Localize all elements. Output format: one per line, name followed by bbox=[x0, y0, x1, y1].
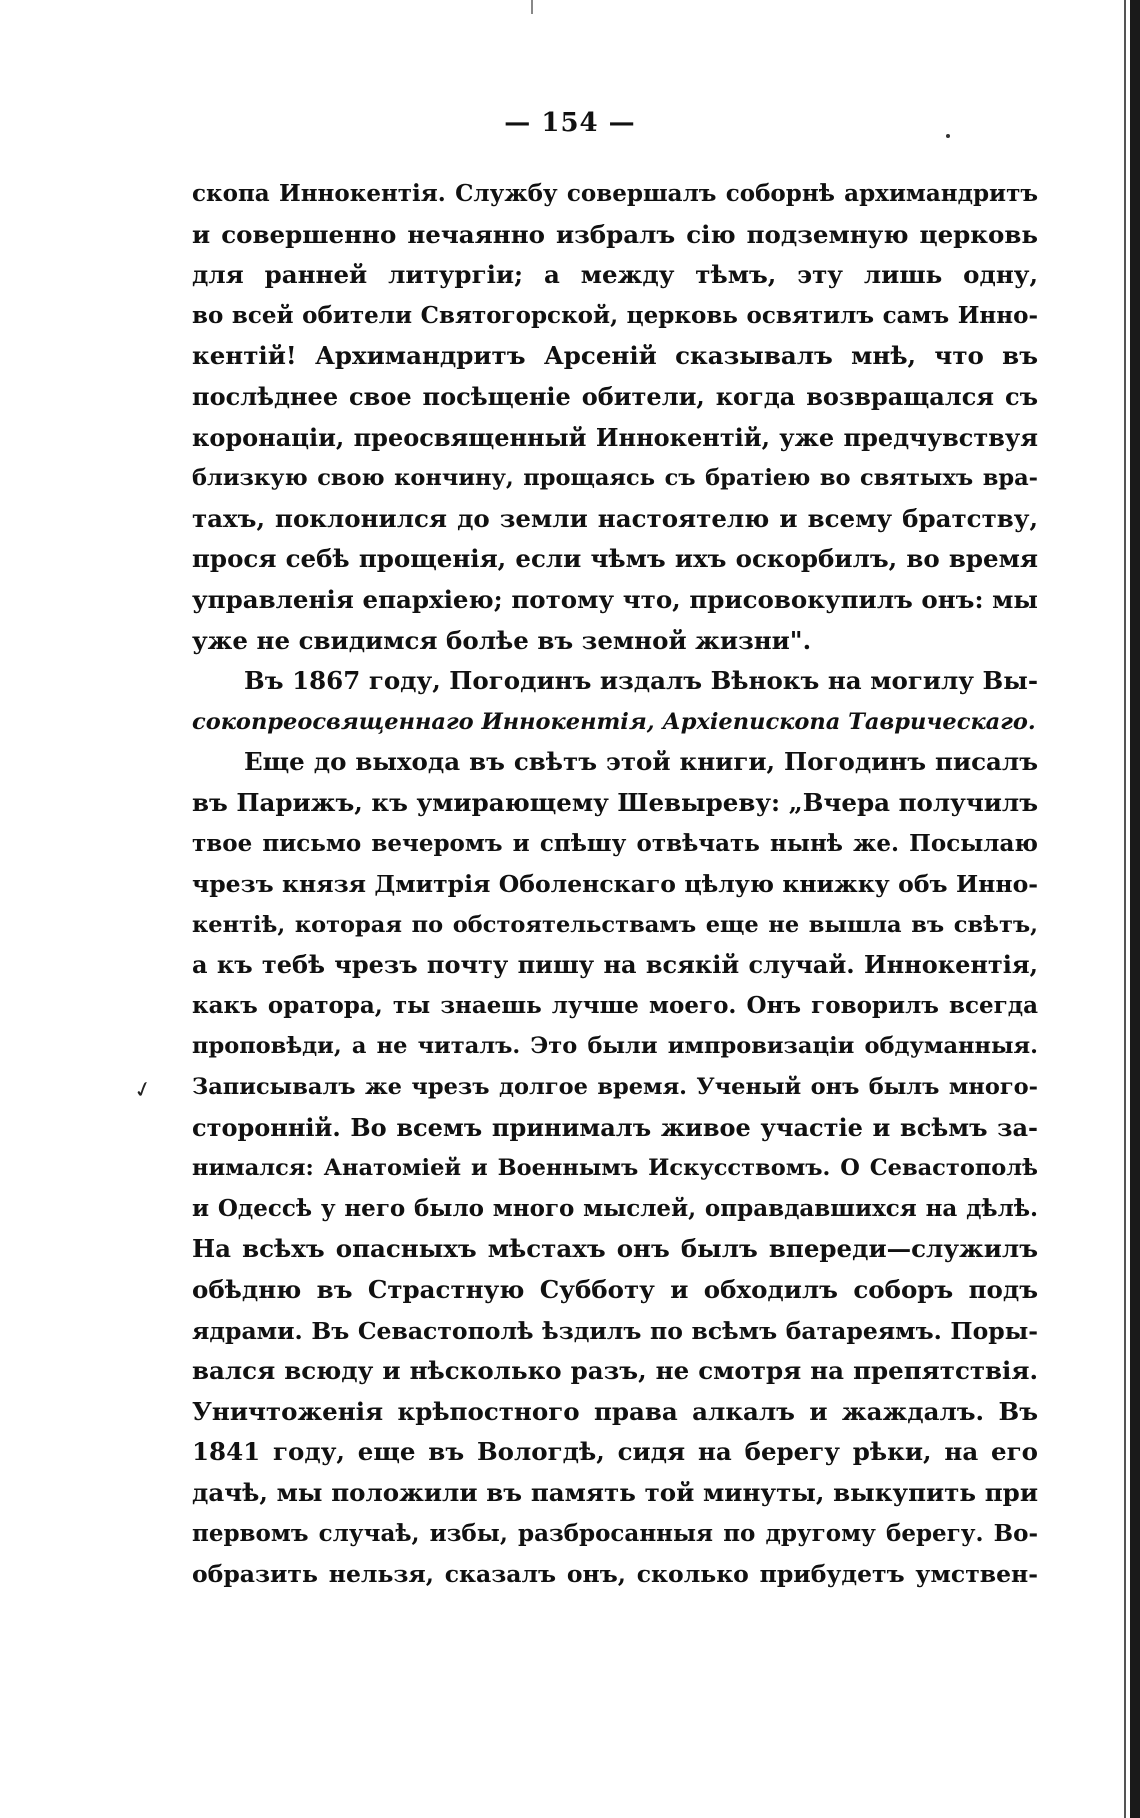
text-line: первомъ случаѣ, избы, разбросанныя по другому берегу. Во- bbox=[192, 1519, 1038, 1547]
text-line: въ Парижъ, къ умирающему Шевыреву: „Вчера получилъ bbox=[192, 787, 1038, 817]
text-line: и совершенно нечаянно избралъ сію подземную церковь bbox=[192, 219, 1038, 249]
text-line: Въ 1867 году, Погодинъ издалъ Вѣнокъ на могилу Вы- bbox=[244, 666, 1038, 696]
text-line: 1841 году, еще въ Вологдѣ, сидя на берегу рѣки, на его bbox=[192, 1437, 1038, 1467]
scan-tick-mark bbox=[531, 0, 533, 14]
text-line: коронаціи, преосвященный Иннокентій, уже предчувствуя bbox=[192, 422, 1038, 452]
text-line: Уничтоженія крѣпостного права алкалъ и жаждалъ. Въ bbox=[192, 1396, 1038, 1426]
text-line: кентіѣ, которая по обстоятельствамъ еще не вышла въ свѣтъ, bbox=[192, 911, 1038, 938]
text-line: нимался: Анатоміей и Военнымъ Искусствомъ. О Севастополѣ bbox=[192, 1155, 1038, 1182]
text-line: сторонній. Во всемъ принималъ живое участіе и всѣмъ за- bbox=[192, 1112, 1038, 1142]
text-line: и Одессѣ у него было много мыслей, оправдавшихся на дѣлѣ. bbox=[192, 1194, 1038, 1222]
body-text bbox=[192, 174, 1038, 1595]
page-edge-shadow bbox=[1130, 0, 1140, 1818]
text-line: близкую свою кончину, прощаясь съ братіею во святыхъ вра- bbox=[192, 465, 1038, 492]
text-line: проповѣди, а не читалъ. Это были импровизаціи обдуманныя. bbox=[192, 1033, 1038, 1060]
page-edge-line bbox=[1124, 0, 1126, 1818]
margin-pencil-mark: ✓ bbox=[131, 1076, 156, 1105]
text-line: послѣднее свое посѣщеніе обители, когда возвращался съ bbox=[192, 381, 1038, 411]
text-line: ядрами. Въ Севастополѣ ѣздилъ по всѣмъ батареямъ. Поры- bbox=[192, 1316, 1038, 1345]
text-line: уже не свидимся болѣе въ земной жизни". bbox=[192, 625, 812, 655]
page-number: — 154 — bbox=[504, 108, 636, 138]
text-line: На всѣхъ опасныхъ мѣстахъ онъ былъ впереди—служилъ bbox=[192, 1234, 1038, 1264]
text-line: чрезъ князя Дмитрія Оболенскаго цѣлую книжку объ Инно- bbox=[192, 870, 1038, 899]
text-line: тахъ, поклонился до земли настоятелю и всему братству, bbox=[192, 503, 1038, 533]
text-line: Еще до выхода въ свѣтъ этой книги, Погодинъ писалъ bbox=[244, 747, 1038, 777]
text-line: прося себѣ прощенія, если чѣмъ ихъ оскорбилъ, во время bbox=[192, 544, 1038, 574]
text-line: дачѣ, мы положили въ память той минуты, выкупить при bbox=[192, 1478, 1038, 1507]
text-line: твое письмо вечеромъ и спѣшу отвѣчать нынѣ же. Посылаю bbox=[192, 829, 1038, 857]
text-line: для ранней литургіи; а между тѣмъ, эту лишь одну, bbox=[192, 260, 1038, 290]
text-line: скопа Иннокентія. Службу совершалъ соборнѣ архимандритъ bbox=[192, 180, 1038, 207]
text-line: а къ тебѣ чрезъ почту пишу на всякій случай. Иннокентія, bbox=[192, 950, 1038, 980]
text-line: сокопреосвященнаго Иннокентія, Архіепископа Таврическаго. bbox=[192, 708, 1036, 735]
text-line: какъ оратора, ты знаешь лучше моего. Онъ говорилъ всегда bbox=[192, 991, 1038, 1019]
text-line: вался всюду и нѣсколько разъ, не смотря на препятствія. bbox=[192, 1356, 1038, 1386]
text-line: Записывалъ же чрезъ долгое время. Ученый онъ былъ много- bbox=[192, 1074, 1038, 1101]
text-line: во всей обители Святогорской, церковь освятилъ самъ Инно- bbox=[192, 301, 1038, 329]
text-line: управленія епархіею; потому что, присовокупилъ онъ: мы bbox=[192, 584, 1038, 614]
text-line: образить нельзя, сказалъ онъ, сколько прибудетъ умствен- bbox=[192, 1560, 1038, 1589]
text-line: кентій! Архимандритъ Арсеній сказывалъ мнѣ, что въ bbox=[192, 341, 1038, 371]
text-line: обѣдню въ Страстную Субботу и обходилъ соборъ подъ bbox=[192, 1275, 1038, 1305]
